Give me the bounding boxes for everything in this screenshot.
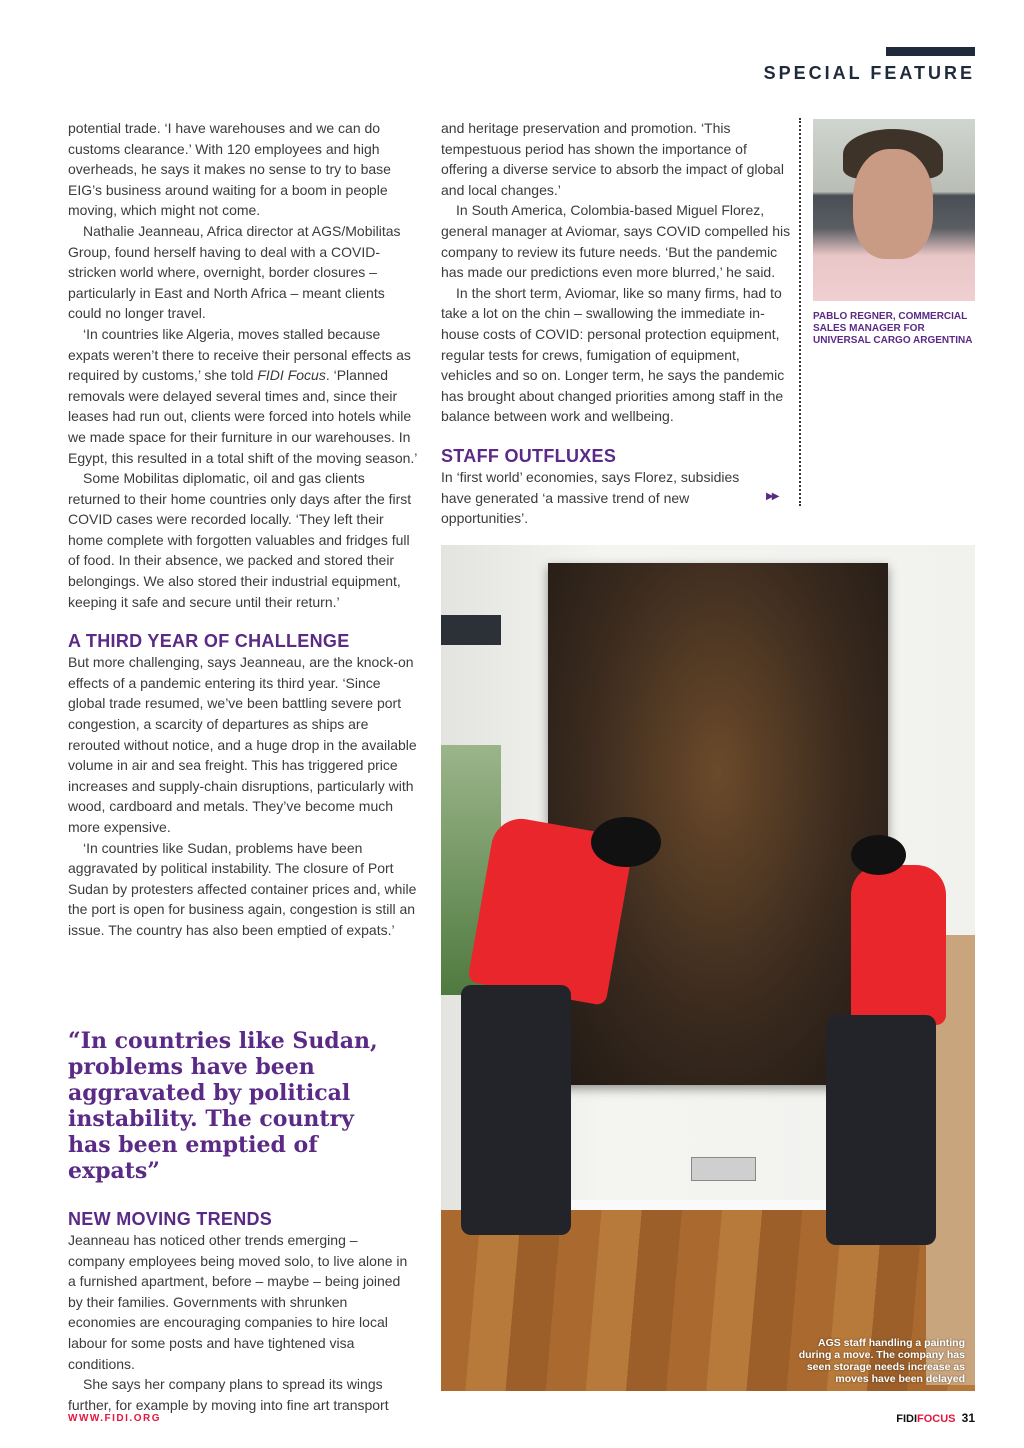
footer-brand: FIDIFOCUS 31: [896, 1411, 975, 1425]
header-bar: [886, 47, 975, 56]
footer-url: WWW.FIDI.ORG: [68, 1413, 161, 1424]
column-divider: [799, 118, 801, 506]
left-column: [68, 118, 418, 941]
paragraph: Jeanneau has noticed other trends emerging – company employees being moved solo, to live alone in a furnished apartment, before – maybe – being joined by their families. Governments with shrunken economies are encouraging companies to hire local labour for some posts and have tightened visa conditions.: [68, 1232, 408, 1372]
mover-right-shirt: [851, 865, 946, 1025]
page-number: 31: [961, 1411, 975, 1425]
window-frame: [441, 615, 501, 645]
pull-quote: “In countries like Sudan, problems have been aggravated by political instability. The country has been emptied of expats”: [68, 1028, 378, 1184]
wall-socket: [691, 1157, 756, 1181]
left-column-bottom: [68, 1208, 418, 1415]
paragraph: Nathalie Jeanneau, Africa director at AGS/Mobilitas Group, found herself having to deal with a COVID-stricken world where, overnight, border closures – particularly in East and North Africa – meant clients could no longer travel.: [68, 222, 401, 322]
paragraph: In the short term, Aviomar, like so many firms, had to take a lot on the chin – swallowing the immediate in-house costs of COVID: personal protection equipment, regular tests for crews, fumigation of equipment, vehicles and so on. Longer term, he says the pandemic has brought about changed priorities among staff in the balance between work and wellbeing.: [441, 284, 785, 425]
paragraph: Some Mobilitas diplomatic, oil and gas clients returned to their home countries only days after the first COVID cases were recorded locally. ‘They left their home complete with forgotten valuables and fridges full of food. In their absence, we packed and stored their belongings. We also stored their industrial equipment, keeping it safe and secure until their return.’: [68, 470, 412, 610]
paragraph: But more challenging, says Jeanneau, are the knock-on effects of a pandemic entering its third year. ‘Since global trade resumed, we’ve been battling severe port congestion, a scarcity of departures as ships are rerouted without notice, and a huge drop in the available volume in air and sea freight. This has triggered price increases and supply-chain disruptions, particularly with wood, cardboard and metals. They’ve become much more expensive.: [68, 654, 417, 835]
portrait-caption: PABLO REGNER, COMMERCIAL SALES MANAGER FOR UNIVERSAL CARGO ARGENTINA: [813, 311, 973, 346]
section-label: SPECIAL FEATURE: [763, 63, 975, 83]
paragraph: and heritage preservation and promotion. ‘This tempestuous period has shown the importance of offering a diverse service to absorb the impact of global and local changes.’: [441, 120, 784, 198]
mover-right-legs: [826, 1015, 936, 1245]
feature-photo: [441, 545, 975, 1391]
paragraph: ‘In countries like Sudan, problems have been aggravated by political instability. The closure of Port Sudan by protesters affected container prices and, while the port is open for business again, congestion is still an issue. The country has also been emptied of expats.’: [68, 839, 417, 938]
mover-left-cap: [591, 817, 661, 867]
mover-right-cap: [851, 835, 906, 875]
middle-column: [441, 118, 791, 529]
face: [853, 149, 933, 259]
paragraph: In ‘first world’ economies, says Florez, subsidies have generated ‘a massive trend of new opportunities’.: [441, 468, 740, 527]
subheading: STAFF OUTFLUXES: [441, 445, 617, 466]
continue-arrows-icon: ▶▶: [766, 491, 778, 502]
mover-left-legs: [461, 985, 571, 1235]
subheading: A THIRD YEAR OF CHALLENGE: [68, 631, 350, 652]
paragraph: She says her company plans to spread its wings further, for example by moving into fine art transport: [68, 1376, 389, 1413]
paragraph: In South America, Colombia-based Miguel Florez, general manager at Aviomar, says COVID compelled his company to review its future needs. ‘But the pandemic has made our predictions even more blurred,’ he said.: [441, 202, 791, 281]
subheading: NEW MOVING TRENDS: [68, 1209, 273, 1229]
paragraph: ‘In countries like Algeria, moves stalled because expats weren’t there to receive their personal effects as required by customs,’ she told FIDI Focus. ‘Planned removals were delayed several times and, since their leases had run out, clients were forced into hotels while we made space for their furniture in our warehouses. In Egypt, this resulted in a total shift of the moving season.’: [68, 325, 418, 466]
painting: [548, 563, 888, 1085]
photo-caption: AGS staff handling a painting during a move. The company has seen storage needs increase as moves have been delayed: [798, 1337, 965, 1385]
portrait-photo: [813, 119, 975, 301]
paragraph: potential trade. ‘I have warehouses and we can do customs clearance.’ With 120 employees and high overheads, he says it makes no sense to try to base EIG’s business around waiting for a boom in people moving, which might not come.: [68, 120, 391, 219]
